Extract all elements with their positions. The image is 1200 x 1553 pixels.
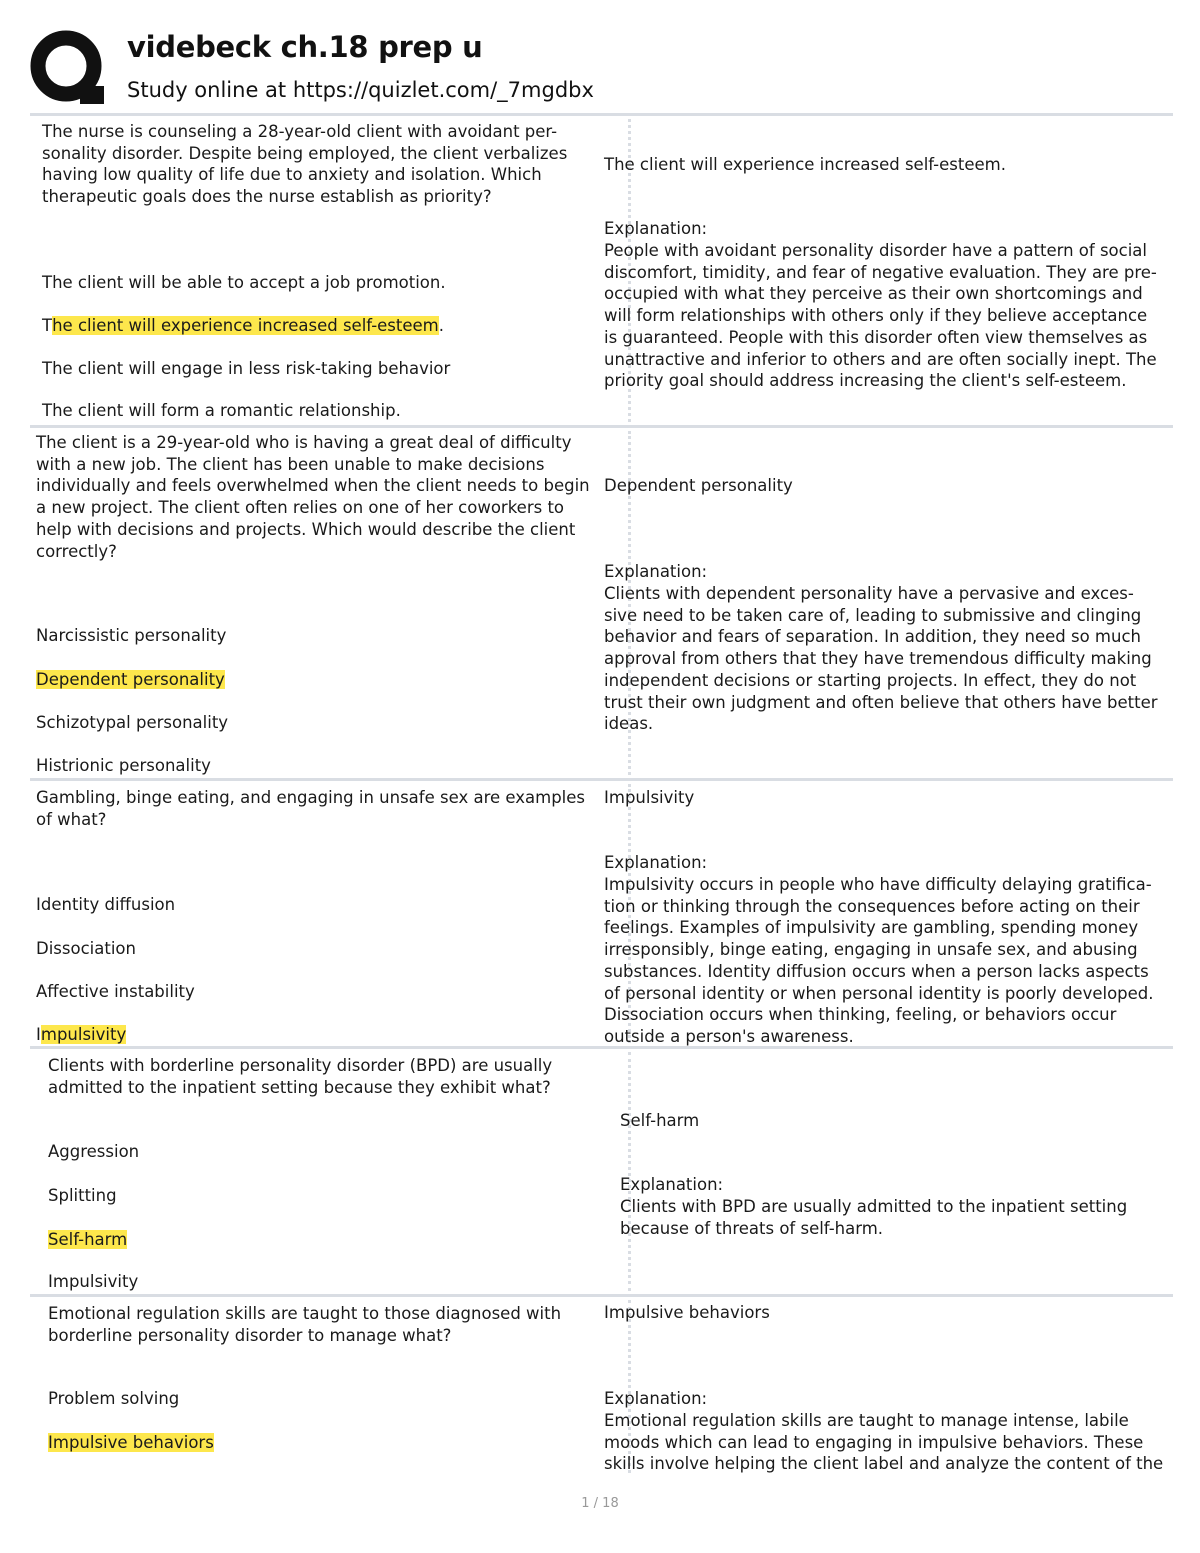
explanation-label: Explanation:	[604, 562, 708, 581]
correct-highlight: he client will experience increased self-esteem	[52, 316, 439, 335]
answer-option: Impulsivity	[48, 1272, 139, 1291]
correct-highlight: Self-harm	[48, 1230, 128, 1249]
quizlet-logo	[30, 30, 106, 106]
explanation-text: Clients with dependent personality have a pervasive and exces-sive need to be taken care of, leading to submissive and clinging behavior and fears of separation. In addition, they need so much approval from others that they have tremendous difficulty making independent decisions or starting projects. In effect, they do not trust their own judgment and often believe that others have better ideas.	[604, 584, 1158, 734]
explanation-label: Explanation:	[604, 853, 708, 872]
answer-option: Problem solving	[48, 1389, 180, 1408]
answer-option: The client will form a romantic relationship.	[42, 401, 401, 420]
flashcard-row	[30, 778, 1173, 1046]
answer-option-correct	[48, 1229, 127, 1251]
answer-text: Dependent personality	[604, 476, 793, 495]
study-url: Study online at https://quizlet.com/_7mgdbx	[127, 78, 594, 102]
answer-option: Affective instability	[36, 982, 195, 1001]
correct-highlight: mpulsivity	[40, 1025, 127, 1044]
answer-option-correct: Impulsivity	[36, 1025, 127, 1044]
explanation-label: Explanation:	[604, 219, 708, 238]
explanation-text: Emotional regulation skills are taught to manage intense, labile moods which can lead to engaging in impulsive behaviors. These skills involve helping the client label and analyze the content of the	[604, 1411, 1164, 1474]
answer-option-correct	[48, 1432, 214, 1454]
answer-option: The client will be able to accept a job promotion.	[42, 273, 446, 292]
flashcard-row	[30, 1046, 1173, 1294]
answer-option: Schizotypal personality	[36, 713, 229, 732]
question-text: Gambling, binge eating, and engaging in unsafe sex are examples of what?	[36, 788, 585, 829]
flashcard-row	[30, 113, 1173, 425]
explanation-label: Explanation:	[620, 1175, 724, 1194]
answer-text: Self-harm	[620, 1111, 700, 1130]
explanation-label: Explanation:	[604, 1389, 708, 1408]
explanation-text: Impulsivity occurs in people who have difficulty delaying gratifica-tion or thinking through the consequences before acting on their feelings. Examples of impulsivity are gambling, spending money irresponsibly, binge eating, engaging in unsafe sex, and abusing substances. Identity diffusion occurs when a person lacks aspects of personal identity or when personal identity is poorly developed. Dissociation occurs when thinking, feeling, or behaviors occur outside a person's awareness.	[604, 875, 1154, 1046]
answer-option-correct	[36, 669, 225, 691]
answer-text: The client will experience increased self-esteem.	[604, 155, 1006, 174]
explanation-text: Clients with BPD are usually admitted to the inpatient setting because of threats of self-harm.	[620, 1197, 1128, 1238]
answer-option: Narcissistic personality	[36, 626, 227, 645]
page-number: 1 / 18	[581, 1496, 619, 1511]
answer-option: Aggression	[48, 1142, 140, 1161]
answer-option: Splitting	[48, 1186, 117, 1205]
flashcard-row	[30, 1294, 1173, 1476]
answer-text: Impulsivity	[604, 788, 695, 807]
correct-highlight: Dependent personality	[36, 670, 225, 689]
correct-highlight: Impulsive behaviors	[48, 1433, 214, 1452]
answer-option-correct: The client will experience increased self-esteem.	[42, 316, 444, 335]
answer-option: Dissociation	[36, 939, 136, 958]
explanation-text: People with avoidant personality disorder have a pattern of social discomfort, timidity, and fear of negative evaluation. They are pre-occupied with what they perceive as their own shortcomings and will form relationships with others only if they believe acceptance is guaranteed. People with this disorder often view themselves as unattractive and inferior to others and are often socially inept. The priority goal should address increasing the client's self-esteem.	[604, 241, 1157, 391]
question-text: The client is a 29-year-old who is having a great deal of difficulty with a new job. The client has been unable to make decisions individually and feels overwhelmed when the client needs to begin a new project. The client often relies on one of her coworkers to help with decisions and projects. Which would describe the client correctly?	[36, 433, 590, 561]
answer-option: Identity diffusion	[36, 895, 176, 914]
question-text: Emotional regulation skills are taught to those diagnosed with borderline personality disorder to manage what?	[48, 1304, 562, 1345]
answer-option: Histrionic personality	[36, 756, 211, 775]
question-text: Clients with borderline personality disorder (BPD) are usually admitted to the inpatient setting because they exhibit what?	[48, 1056, 553, 1097]
answer-option: The client will engage in less risk-taking behavior	[42, 359, 451, 378]
answer-text: Impulsive behaviors	[604, 1303, 770, 1322]
column-divider	[628, 1052, 631, 1291]
question-text: The nurse is counseling a 28-year-old client with avoidant per-sonality disorder. Despite being employed, the client verbalizes having low quality of life due to anxiety and isolation. Which therapeutic goals does the nurse establish as priority?	[42, 122, 568, 207]
page-title: videbeck ch.18 prep u	[127, 30, 483, 64]
flashcard-row	[30, 425, 1173, 778]
